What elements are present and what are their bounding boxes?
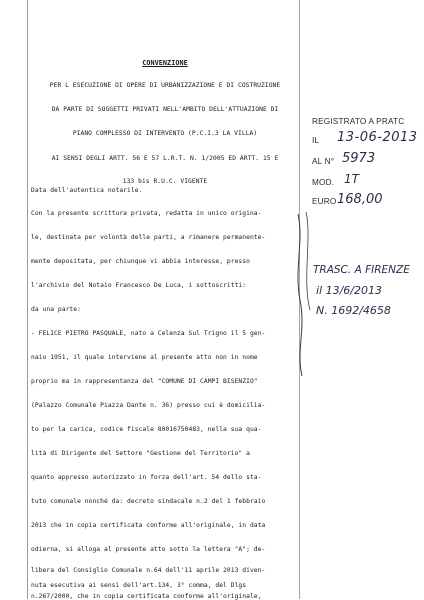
heading-line-3: PIANO COMPLESSO DI INTERVENTO (P.C.I.3 LA VILLA) (72, 130, 258, 137)
body-line: 2013 che in copia certificata conforme all'originale, in data (31, 522, 266, 529)
body-line: odierna, si alloga al presente atto sotto la lettera "A"; de- (31, 546, 266, 553)
document-title: CONVENZIONE (142, 59, 188, 67)
body-line: da una parte: (31, 306, 81, 313)
body-line: (Palazzo Comunale Piazza Dante n. 36) presso cui è domicilia- (31, 402, 266, 409)
body-line: nuta esecutiva ai sensi dell'art.134, 3° comma, del Dlgs (31, 582, 247, 589)
body-line: - FELICE PIETRO PASQUALE, nato a Celenza Sul Trigno il 5 gen- (31, 330, 266, 337)
transcription-note-line-1: TRASC. A FIRENZE (313, 264, 410, 276)
stamp-date-value: 13-06-2013 (337, 130, 418, 145)
stamp-mod-value: 1T (344, 172, 359, 186)
body-line: mente depositata, per chiunque vi abbia interesse, presso (31, 258, 250, 265)
body-line: tuto comunale nonché da: decreto sindacale n.2 del 1 febbraio (31, 498, 266, 505)
heading-line-2: DA PARTE DI SOGGETTI PRIVATI NELL'AMBITO DELL'ATTUAZIONE DI (51, 106, 279, 113)
transcription-note-line-3: N. 1692/4658 (316, 304, 391, 317)
transcription-note-line-2: il 13/6/2013 (316, 284, 383, 297)
body-line: Data dell'autentica notarile. (31, 187, 143, 194)
stamp-euro-value: 168,00 (337, 192, 383, 207)
heading-line-1: PER L ESECUZIONE DI OPERE DI URBANIZZAZIONE E DI COSTRUZIONE (49, 82, 281, 89)
body-line: libera del Consiglio Comunale n.64 dell'11 aprile 2013 diven- (31, 567, 266, 574)
body-line: naio 1951, il quale interviene al presente atto non in nome (31, 354, 258, 361)
body-line: Con la presente scrittura privata, redatta in unico origina- (31, 210, 262, 217)
stamp-mod-label: MOD. (312, 178, 335, 187)
stamp-number-value: 5973 (342, 151, 376, 166)
margin-signature-stroke (290, 210, 330, 380)
stamp-euro-label: EURO (312, 197, 337, 206)
stamp-number-label: AL N° (312, 157, 335, 166)
body-line: n.267/2000, che in copia certificata conforme all'originale, (31, 593, 262, 600)
heading-line-5: 133 bis R.U.C. VIGENTE (122, 178, 208, 185)
body-line: l'archivio del Notaio Francesco De Luca, i sottoscritti: (31, 282, 247, 289)
left-margin-line (27, 0, 28, 599)
body-line: proprio ma in rappresentanza del "COMUNE DI CAMPI BISENZIO" (31, 378, 258, 385)
body-line: lità di Dirigente del Settore "Gestione del Territorio" a (31, 450, 250, 457)
body-line: to per la carica, codice fiscale 80016750483, nella sua qua- (31, 426, 262, 433)
registration-stamp-title: REGISTRATO A PRATC (312, 117, 405, 126)
stamp-date-label: IL (312, 136, 320, 145)
body-line: le, destinata per volontà delle parti, a rimanere permanente- (31, 234, 266, 241)
body-line: quanto appresso autorizzato in forza dell'art. 54 dello sta- (31, 474, 262, 481)
heading-line-4: AI SENSI DEGLI ARTT. 56 E 57 L.R.T. N. 1/2005 ED ARTT. 15 E (51, 155, 279, 162)
